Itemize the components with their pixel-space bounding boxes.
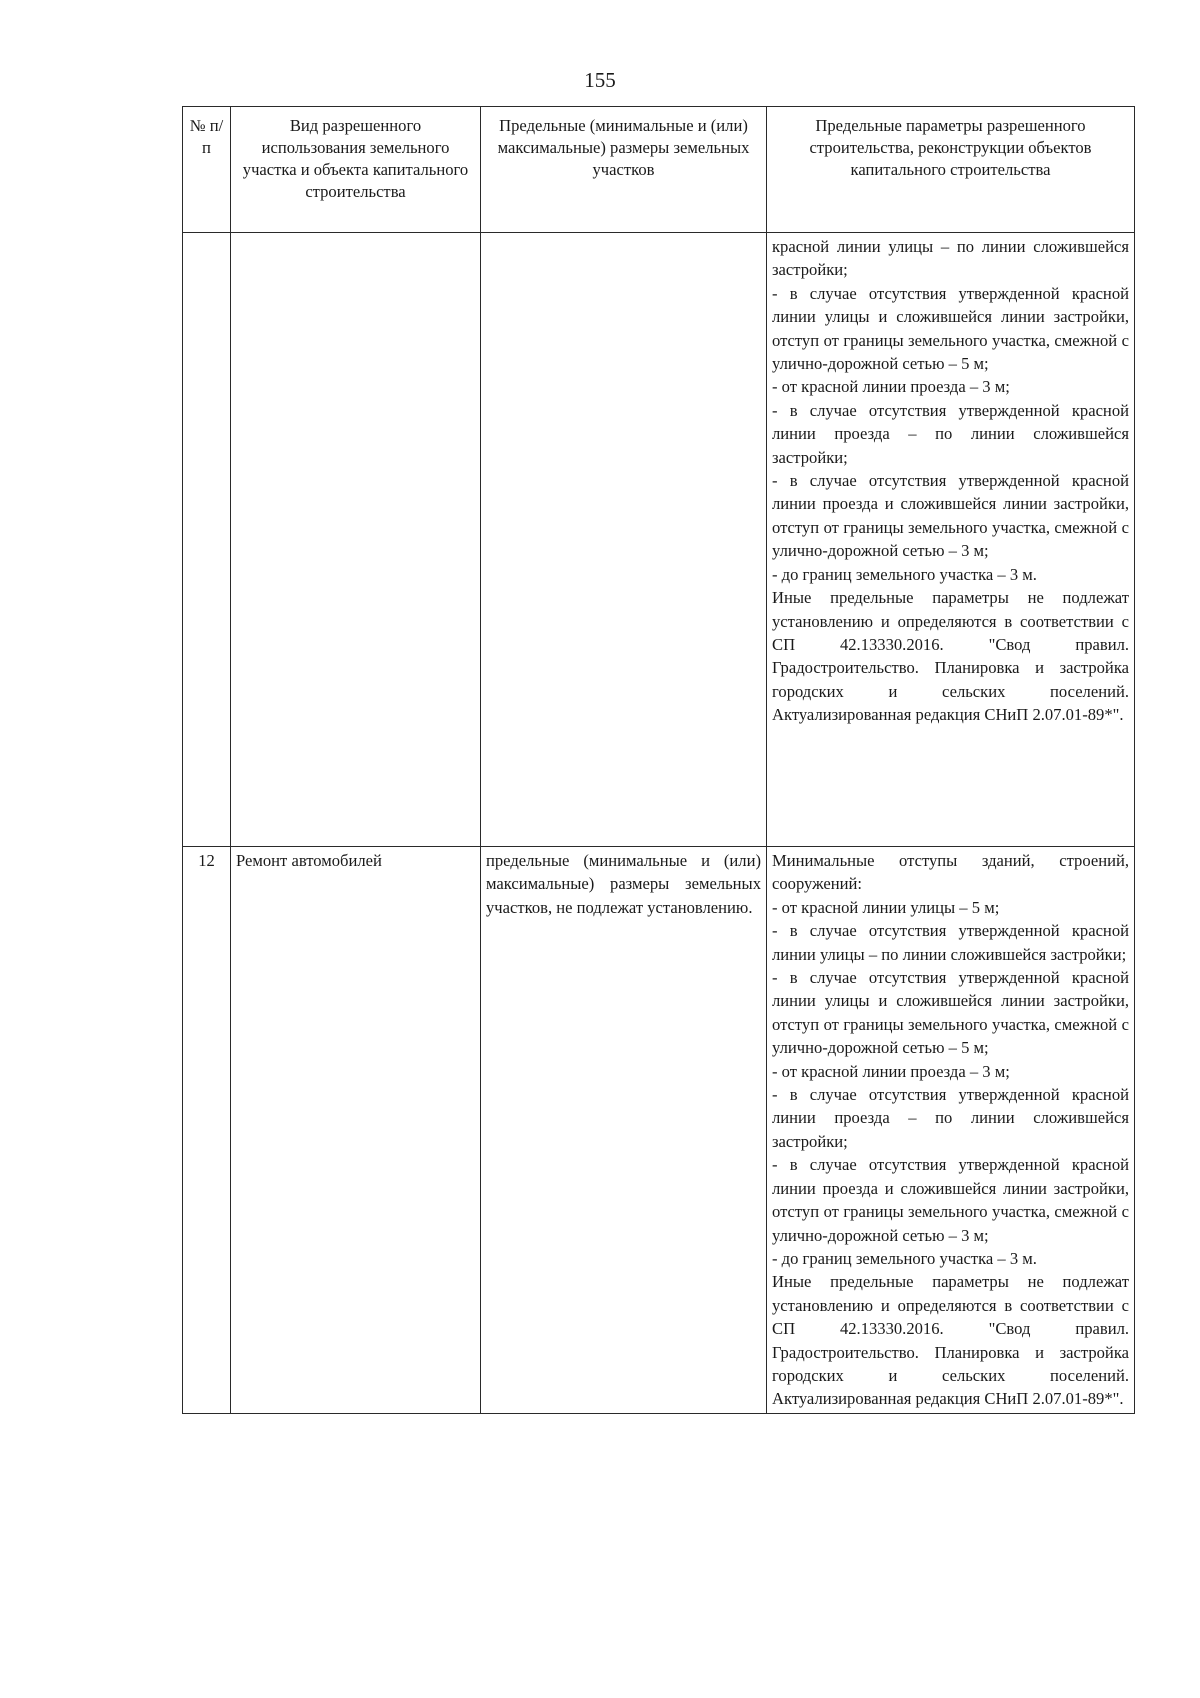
param-line: - в случае отсутствия утвержденной красной линии проезда и сложившейся линии застройки, отступ от границы земельного участка, смежной с улично-дорожной сетью – 3 м; [772,1155,1129,1245]
row-plot-size: предельные (минимальные и (или) максимальные) размеры земельных участков, не подлежат установлению. [481,847,767,1414]
param-line: Иные предельные параметры не подлежат установлению и определяются в соответствии с СП 42.13330.2016. "Свод правил. Градостроительство. Планировка и застройка городских и сельских поселений. Актуализированная редакция СНиП 2.07.01-89*". [772,1272,1129,1409]
row-permitted-use: Ремонт автомобилей [231,847,481,1414]
row-number: 12 [183,847,231,1414]
param-line: - от красной линии проезда – 3 м; [772,377,1010,397]
row-construction-params [767,233,1135,847]
regulations-table [182,106,1135,1414]
table-header-row [183,107,1135,233]
param-line: - в случае отсутствия утвержденной красной линии проезда – по линии сложившейся застройки; [772,1085,1129,1151]
table-row [183,847,1135,1414]
table-row [183,233,1135,847]
header-permitted-use: Вид разрешенного использования земельного участка и объекта капитального строительства [231,107,481,233]
param-line: - в случае отсутствия утвержденной красной линии проезда и сложившейся линии застройки, отступ от границы земельного участка, смежной с улично-дорожной сетью – 3 м; [772,471,1129,561]
param-line: Минимальные отступы зданий, строений, сооружений: [772,851,1129,894]
row-number [183,233,231,847]
param-line: Иные предельные параметры не подлежат установлению и определяются в соответствии с СП 42.13330.2016. "Свод правил. Градостроительство. Планировка и застройка городских и сельских поселений. Актуализированная редакция СНиП 2.07.01-89*". [772,588,1129,725]
param-line: - от красной линии проезда – 3 м; [772,1061,1010,1081]
header-plot-size: Предельные (минимальные и (или) максимальные) размеры земельных участков [481,107,767,233]
param-line: - в случае отсутствия утвержденной красной линии улицы и сложившейся линии застройки, отступ от границы земельного участка, смежной с улично-дорожной сетью – 5 м; [772,283,1129,374]
param-line: - до границ земельного участка – 3 м. [772,564,1037,584]
row-plot-size [481,233,767,847]
param-line: - в случае отсутствия утвержденной красной линии улицы – по линии сложившейся застройки; [772,921,1129,964]
header-number: № п/п [183,107,231,233]
param-line: - от красной линии улицы – 5 м; [772,897,1000,917]
row-construction-params [767,847,1135,1414]
header-construction-params: Предельные параметры разрешенного строительства, реконструкции объектов капитального строительства [767,107,1135,233]
page-number: 155 [584,68,616,92]
param-line: красной линии улицы – по линии сложившейся застройки; [772,237,1129,280]
param-line: - в случае отсутствия утвержденной красной линии проезда – по линии сложившейся застройки; [772,400,1129,467]
param-line: - до границ земельного участка – 3 м. [772,1248,1037,1268]
row-permitted-use [231,233,481,847]
param-line: - в случае отсутствия утвержденной красной линии улицы и сложившейся линии застройки, отступ от границы земельного участка, смежной с улично-дорожной сетью – 5 м; [772,968,1129,1058]
